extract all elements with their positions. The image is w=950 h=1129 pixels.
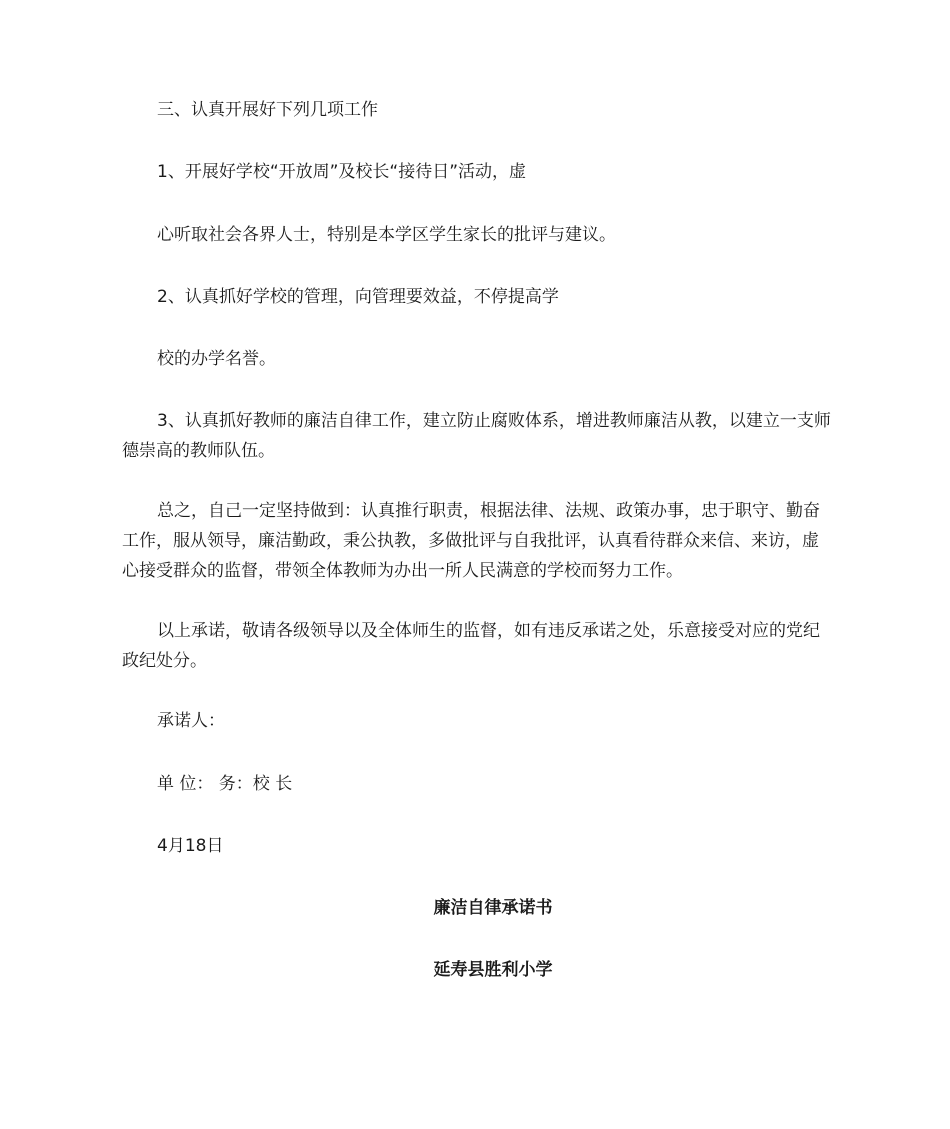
paragraph-item-1: 1、开展好学校“开放周”及校长“接待日”活动，虚	[157, 162, 527, 182]
signatory-label: 承诺人：	[157, 711, 225, 731]
paragraph-item-3: 3、认真抓好教师的廉洁自律工作，建立防止腐败体系，增进教师廉洁从教，以建立一支师德崇高的教师队伍。	[122, 411, 831, 461]
school-name: 延寿县胜利小学	[433, 960, 553, 980]
paragraph-commitment: 以上承诺，敬请各级领导以及全体师生的监督，如有违反承诺之处，乐意接受对应的党纪政纪处分。	[122, 621, 820, 671]
paragraph-summary: 总之，自己一定坚持做到：认真推行职责，根据法律、法规、政策办事，忠于职守、勤奋工作，服从领导，廉洁勤政，秉公执教，多做批评与自我批评，认真看待群众来信、来访，虚心接受群众的监督，带领全体教师为办出一所人民满意的学校而努力工作。	[122, 501, 820, 581]
document-title: 廉洁自律承诺书	[433, 898, 553, 918]
date-line: 4月18日	[157, 836, 224, 856]
paragraph-item-1-continued: 心听取社会各界人士，特别是本学区学生家长的批评与建议。	[157, 225, 616, 245]
unit-position-line: 单 位： 务：校 长	[157, 774, 293, 794]
paragraph-item-2: 2、认真抓好学校的管理，向管理要效益，不停提高学	[157, 287, 559, 307]
section-heading: 三、认真开展好下列几项工作	[157, 100, 378, 120]
paragraph-item-2-continued: 校的办学名誉。	[157, 349, 276, 369]
